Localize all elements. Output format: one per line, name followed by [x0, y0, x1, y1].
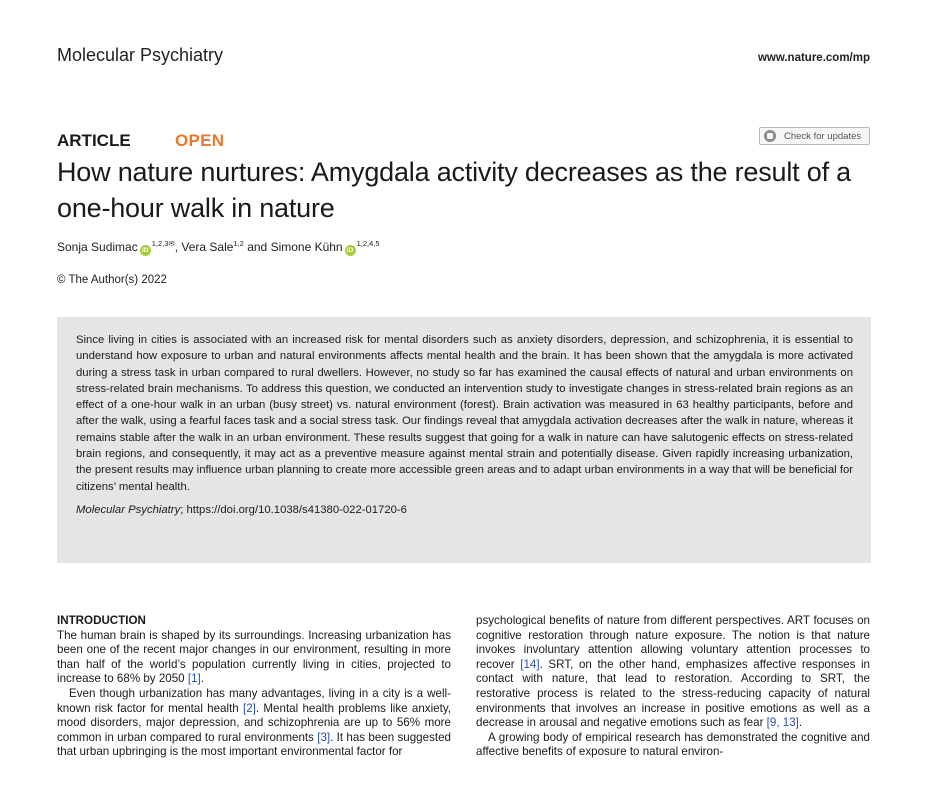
citation-line — [76, 504, 853, 516]
journal-website[interactable]: www.nature.com/mp — [757, 52, 870, 64]
author-name[interactable]: Vera Sale — [181, 240, 234, 254]
author-name[interactable]: Sonja Sudimac — [57, 240, 138, 254]
journal-name: Molecular Psychiatry — [57, 45, 224, 65]
body-paragraph: A growing body of empirical research has demonstrated the cognitive and affective benefits of exposure to natural environ- — [476, 730, 870, 759]
author-separator: and — [243, 240, 271, 254]
email-icon[interactable]: ✉ — [168, 239, 175, 248]
check-for-updates-label: Check for updates — [784, 130, 862, 142]
article-type-label: ARTICLE — [57, 131, 131, 150]
bookmark-icon — [764, 130, 776, 142]
author-separator: , — [174, 240, 182, 254]
reference-link[interactable]: [3] — [317, 730, 331, 744]
copyright-notice: © The Author(s) 2022 — [57, 274, 167, 286]
body-column-left — [57, 614, 451, 760]
orcid-icon[interactable]: iD — [140, 245, 151, 256]
body-paragraph: Even though urbanization has many advantages, living in a city is a well-known risk factor for mental health [2]. Mental health problems like anxiety, mood disorders, major depression, and schizophrenia are up to 56% more common in urban compared to rural environments [3]. It has been suggested that urban upbringing is the most important environmental factor for — [57, 686, 451, 759]
section-heading: INTRODUCTION — [57, 614, 146, 627]
author-affiliations: 1,2 — [233, 239, 244, 248]
author-affiliations: 1,2,3✉ — [151, 239, 175, 248]
abstract-box — [57, 317, 871, 563]
reference-link[interactable]: [9, 13] — [766, 716, 799, 730]
open-access-label: OPEN — [175, 131, 225, 150]
article-title: How nature nurtures: Amygdala activity decreases as the result of a one-hour walk in nature — [57, 157, 852, 223]
author-affiliations: 1,2,4,5 — [356, 239, 380, 248]
citation-doi[interactable]: ; https://doi.org/10.1038/s41380-022-01720-6 — [180, 503, 407, 516]
body-column-right — [476, 614, 870, 760]
author-list — [57, 239, 380, 256]
author-name[interactable]: Simone Kühn — [270, 240, 343, 254]
reference-link[interactable]: [14] — [520, 657, 540, 671]
reference-link[interactable]: [1] — [187, 672, 201, 686]
body-paragraph: The human brain is shaped by its surroundings. Increasing urbanization has been one of the recent major changes in our environment, resulting in more than half of the world’s population currently living in cities, projected to increase to 68% by 2050 [1]. — [57, 628, 451, 686]
abstract-text: Since living in cities is associated with an increased risk for mental disorders such as anxiety disorders, depression, and schizophrenia, it is essential to understand how exposure to urban and natural environments affects mental health and the brain. It has been shown that the amygdala is more activated during a stress task in urban compared to rural dwellers. However, no study so far has examined the causal effects of natural and urban environments on stress-related brain mechanisms. To address this question, we conducted an intervention study to investigate changes in stress-related brain regions as an effect of a one-hour walk in an urban (busy street) vs. natural environment (forest). Brain activation was measured in 63 healthy participants, before and after the walk, using a fearful faces task and a social stress task. Our findings reveal that amygdala activation decreases after the walk in nature, whereas it remains stable after the walk in an urban environment. These results suggest that going for a walk in nature can have salutogenic effects on stress-related brain regions, and consequently, it may act as a preventive measure against mental strain and potentially disease. Given rapidly increasing urbanization, the present results may influence urban planning to create more accessible green areas and to adapt urban environments in a way that will be beneficial for citizens’ mental health. — [76, 334, 853, 493]
reference-link[interactable]: [2] — [243, 701, 256, 715]
body-paragraph: psychological benefits of nature from different perspectives. ART focuses on cognitive restoration through nature exposure. The notion is that nature invokes involuntary attention allowing voluntary attention processes to recover [14]. SRT, on the other hand, emphasizes affective responses in contact with nature, that lead to restoration. According to SRT, the restorative process is related to the stress-reducing capacity of natural environments that involves an increase in positive emotions as well as a decrease in arousal and negative emotions such as fear [9, 13]. — [476, 614, 870, 730]
citation-journal: Molecular Psychiatry — [76, 503, 181, 516]
check-for-updates-button[interactable] — [759, 127, 870, 145]
orcid-icon[interactable]: iD — [345, 245, 356, 256]
